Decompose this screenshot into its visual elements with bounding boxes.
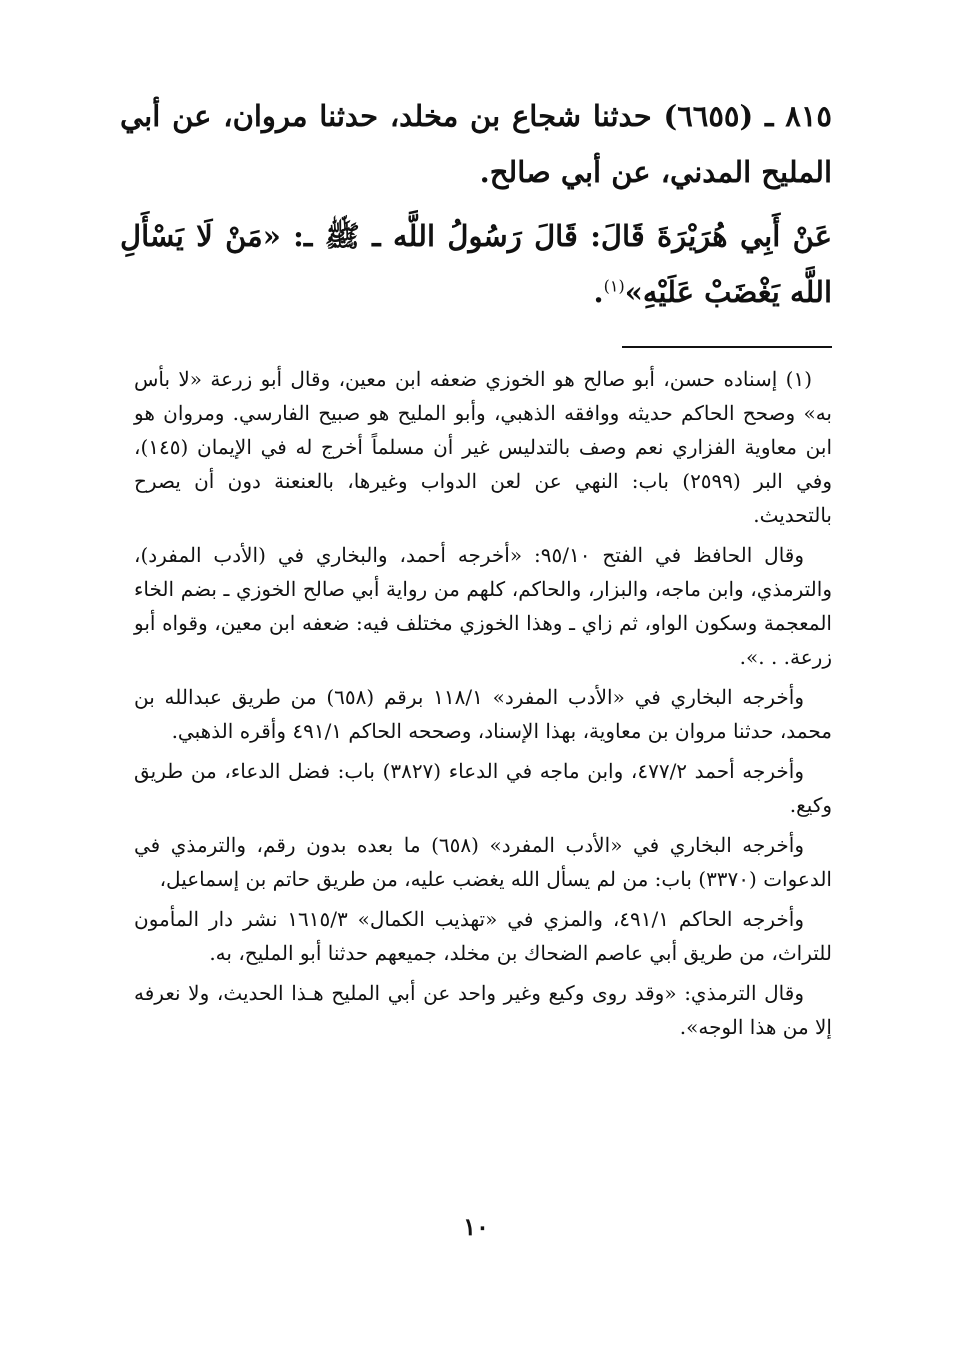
footnote-paragraph: وأخرجه أحمد ٤٧٧/٢، وابن ماجه في الدعاء (٣٨٢٧) باب: فضل الدعاء، من طريق وكيع. bbox=[134, 759, 832, 817]
footnote-paragraph: وأخرجه الحاكم ٤٩١/١، والمزي في «تهذيب الكمال» ١٦١٥/٣ نشر دار المأمون للتراث، من طريق أبي عاصم الضحاك بن مخلد، جميعهم حدثنا أبو المليح، به. bbox=[134, 907, 832, 965]
footnote-1: (١) إسناده حسن، أبو صالح هو الخوزي ضعفه ابن معين، وقال أبو زرعة «لا بأس به» وصحح الحاكم حديثه ووافقه الذهبي، وأبو المليح هو صبيح الفارسي. ومروان هو ابن معاوية الفزاري نعم وصف بالتدليس غير أن مسلماً أخرج له في الإيمان (١٤٥)، وفي البر (٢٥٩٩) باب: النهي عن لعن الدواب وغيرها، بالعنعنة دون أن يصرح بالتحديث. bbox=[134, 367, 832, 527]
footnote-divider bbox=[622, 346, 832, 348]
footnote-ref: (١) bbox=[603, 276, 625, 296]
footnote-paragraph: وأخرجه البخاري في «الأدب المفرد» ١١٨/١ برقم (٦٥٨) من طريق عبدالله بن محمد، حدثنا مروان بن معاوية، بهذا الإسناد، وصححه الحاكم ٤٩١/١ وأقره الذهبي. bbox=[134, 685, 832, 743]
footnote-paragraph: وقال الحافظ في الفتح ٩٥/١٠: «أخرجه أحمد، والبخاري في (الأدب المفرد)، والترمذي، وابن ماجه، والبزار، والحاكم، كلهم من رواية أبي صالح الخوزي ـ بضم الخاء المعجمة وسكون الواو، ثم زاي ـ وهذا الخوزي مختلف فيه: ضعفه ابن معين، وقواه أبو زرعة. . .». bbox=[134, 543, 832, 669]
narration-text: عَنْ أَبِي هُرَيْرَةَ قَالَ: قَالَ رَسُولُ اللَّه ـ ﷺ ـ: «مَنْ لَا يَسْأَلِ اللَّه يَغْضَبْ عَلَيْهِ» bbox=[120, 219, 832, 309]
narration-end: . bbox=[593, 275, 604, 309]
page-number: ١٠ bbox=[463, 1212, 489, 1241]
hadith-narration bbox=[120, 208, 832, 320]
footnote-paragraph: وقال الترمذي: «وقد روى وكيع وغير واحد عن أبي المليح هـذا الحديث، ولا نعرفه إلا من هذا الوجه». bbox=[134, 981, 832, 1039]
footnote-paragraph: وأخرجه البخاري في «الأدب المفرد» (٦٥٨) ما بعده بدون رقم، والترمذي في الدعوات (٣٣٧٠) باب: من لم يسأل الله يغضب عليه، من طريق حاتم بن إسماعيل، bbox=[134, 833, 832, 891]
footnotes-section bbox=[134, 362, 832, 1050]
hadith-text bbox=[120, 88, 832, 320]
hadith-chain: ٨١٥ ـ (٦٦٥٥) حدثنا شجاع بن مخلد، حدثنا مروان، عن أبي المليح المدني، عن أبي صالح. bbox=[120, 99, 832, 189]
